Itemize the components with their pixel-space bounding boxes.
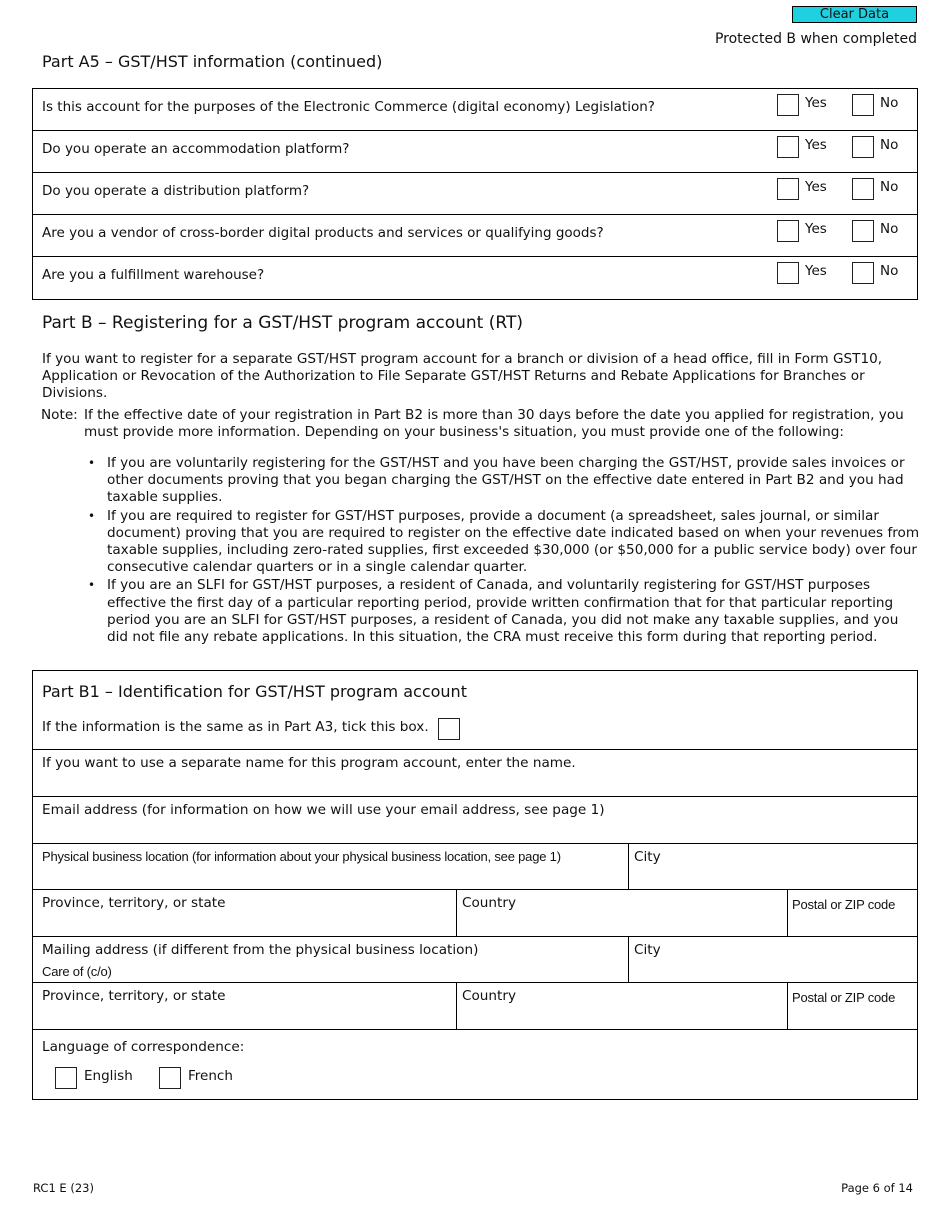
no-checkbox[interactable] xyxy=(852,220,874,242)
mailing-postal-label: Postal or ZIP code xyxy=(792,990,896,1005)
question-row xyxy=(33,131,917,173)
mailing-region-row xyxy=(33,983,917,1030)
divider xyxy=(787,890,788,937)
no-label: No xyxy=(880,221,899,237)
divider xyxy=(456,983,457,1030)
english-checkbox[interactable] xyxy=(55,1067,77,1089)
no-label: No xyxy=(880,263,899,279)
note-label: Note: xyxy=(41,407,78,423)
city-label: City xyxy=(634,849,661,865)
bullet-icon: • xyxy=(88,456,96,470)
yes-label: Yes xyxy=(805,95,827,111)
list-item xyxy=(88,508,920,577)
part-b1-section xyxy=(32,670,918,1100)
question-text: Are you a vendor of cross-border digital products and services or qualifying goods? xyxy=(42,225,604,241)
yes-label: Yes xyxy=(805,221,827,237)
postal-label: Postal or ZIP code xyxy=(792,897,896,912)
physical-location-label: Physical business location (for information about your physical business location, see page 1) xyxy=(42,849,561,864)
part-b1-header-cell xyxy=(33,671,917,750)
yes-checkbox[interactable] xyxy=(777,178,799,200)
list-item xyxy=(88,577,920,646)
part-a5-title: Part A5 – GST/HST information (continued) xyxy=(42,52,383,71)
page-number: Page 6 of 14 xyxy=(841,1181,913,1195)
question-row xyxy=(33,215,917,257)
protected-label: Protected B when completed xyxy=(714,31,917,47)
question-text: Is this account for the purposes of the Electronic Commerce (digital economy) Legislation? xyxy=(42,99,655,115)
care-of-label: Care of (c/o) xyxy=(42,964,112,979)
list-item xyxy=(88,455,920,507)
note-text: If the effective date of your registration in Part B2 is more than 30 days before the date you applied for registration, you must provide more information. Depending on your business's situation, you must provide one of the following: xyxy=(84,407,904,441)
mailing-province-label: Province, territory, or state xyxy=(42,988,226,1004)
list-item-text: If you are voluntarily registering for the GST/HST and you have been charging the GST/HST, provide sales invoices or other documents proving that you began charging the GST/HST on the effective date entered in Part B2 and you had taxable supplies. xyxy=(107,455,905,506)
no-checkbox[interactable] xyxy=(852,94,874,116)
divider xyxy=(787,983,788,1030)
yes-label: Yes xyxy=(805,179,827,195)
yes-label: Yes xyxy=(805,137,827,153)
no-checkbox[interactable] xyxy=(852,136,874,158)
divider xyxy=(456,890,457,937)
requirements-list xyxy=(88,455,920,647)
question-text: Are you a fulfillment warehouse? xyxy=(42,267,265,283)
province-label: Province, territory, or state xyxy=(42,895,226,911)
yes-checkbox[interactable] xyxy=(777,220,799,242)
physical-region-row xyxy=(33,890,917,937)
yes-checkbox[interactable] xyxy=(777,94,799,116)
physical-location-row xyxy=(33,844,917,890)
separate-name-label: If you want to use a separate name for this program account, enter the name. xyxy=(42,755,576,771)
part-a5-questions-table xyxy=(32,88,918,300)
same-as-a3-checkbox[interactable] xyxy=(438,718,460,740)
email-label: Email address (for information on how we will use your email address, see page 1) xyxy=(42,802,605,818)
form-id: RC1 E (23) xyxy=(33,1181,94,1195)
mailing-address-label: Mailing address (if different from the physical business location) xyxy=(42,942,479,958)
divider xyxy=(628,844,629,890)
list-item-text: If you are an SLFI for GST/HST purposes, a resident of Canada, and voluntarily registering for GST/HST purposes effective the first day of a particular reporting period, provide written confirmation that for that particular reporting period you are an SLFI for GST/HST purposes, a resident of Canada, you did not make any taxable supplies, and you did not file any rebate applications. In this situation, the CRA must receive this form during that reporting period. xyxy=(107,577,899,646)
question-row xyxy=(33,257,917,299)
french-label: French xyxy=(188,1068,233,1084)
mailing-address-row xyxy=(33,937,917,983)
divider xyxy=(628,937,629,983)
question-row xyxy=(33,173,917,215)
separate-name-field[interactable] xyxy=(33,750,917,797)
mailing-city-label: City xyxy=(634,942,661,958)
no-checkbox[interactable] xyxy=(852,178,874,200)
no-label: No xyxy=(880,137,899,153)
no-checkbox[interactable] xyxy=(852,262,874,284)
yes-checkbox[interactable] xyxy=(777,262,799,284)
part-b-title: Part B – Registering for a GST/HST program account (RT) xyxy=(42,313,523,333)
question-row xyxy=(33,89,917,131)
same-as-a3-label: If the information is the same as in Part A3, tick this box. xyxy=(42,719,429,735)
part-b-intro: If you want to register for a separate GST/HST program account for a branch or division of a head office, fill in Form GST10, Application or Revocation of the Authorization to File Separate GST/HST Returns and Rebate Applications for Branches or Divisions. xyxy=(42,351,883,402)
mailing-country-label: Country xyxy=(462,988,517,1004)
bullet-icon: • xyxy=(88,508,96,523)
question-text: Do you operate a distribution platform? xyxy=(42,183,310,199)
no-label: No xyxy=(880,179,899,195)
french-checkbox[interactable] xyxy=(159,1067,181,1089)
country-label: Country xyxy=(462,895,517,911)
question-text: Do you operate an accommodation platform? xyxy=(42,141,350,157)
clear-data-button[interactable]: Clear Data xyxy=(792,6,917,23)
list-item-text: If you are required to register for GST/HST purposes, provide a document (a spreadsheet, sales journal, or similar document) proving that you are required to register on the effective date indicated based on when your revenues from taxable supplies, including zero-rated supplies, first exceeded $30,000 (or $50,000 for a public service body) over four consecutive calendar quarters or in a single calendar quarter. xyxy=(107,507,920,576)
no-label: No xyxy=(880,95,899,111)
english-label: English xyxy=(84,1068,133,1084)
language-label: Language of correspondence: xyxy=(42,1039,245,1055)
email-field[interactable] xyxy=(33,797,917,844)
part-b1-title: Part B1 – Identification for GST/HST program account xyxy=(42,682,467,701)
yes-checkbox[interactable] xyxy=(777,136,799,158)
bullet-icon: • xyxy=(88,578,96,593)
yes-label: Yes xyxy=(805,263,827,279)
